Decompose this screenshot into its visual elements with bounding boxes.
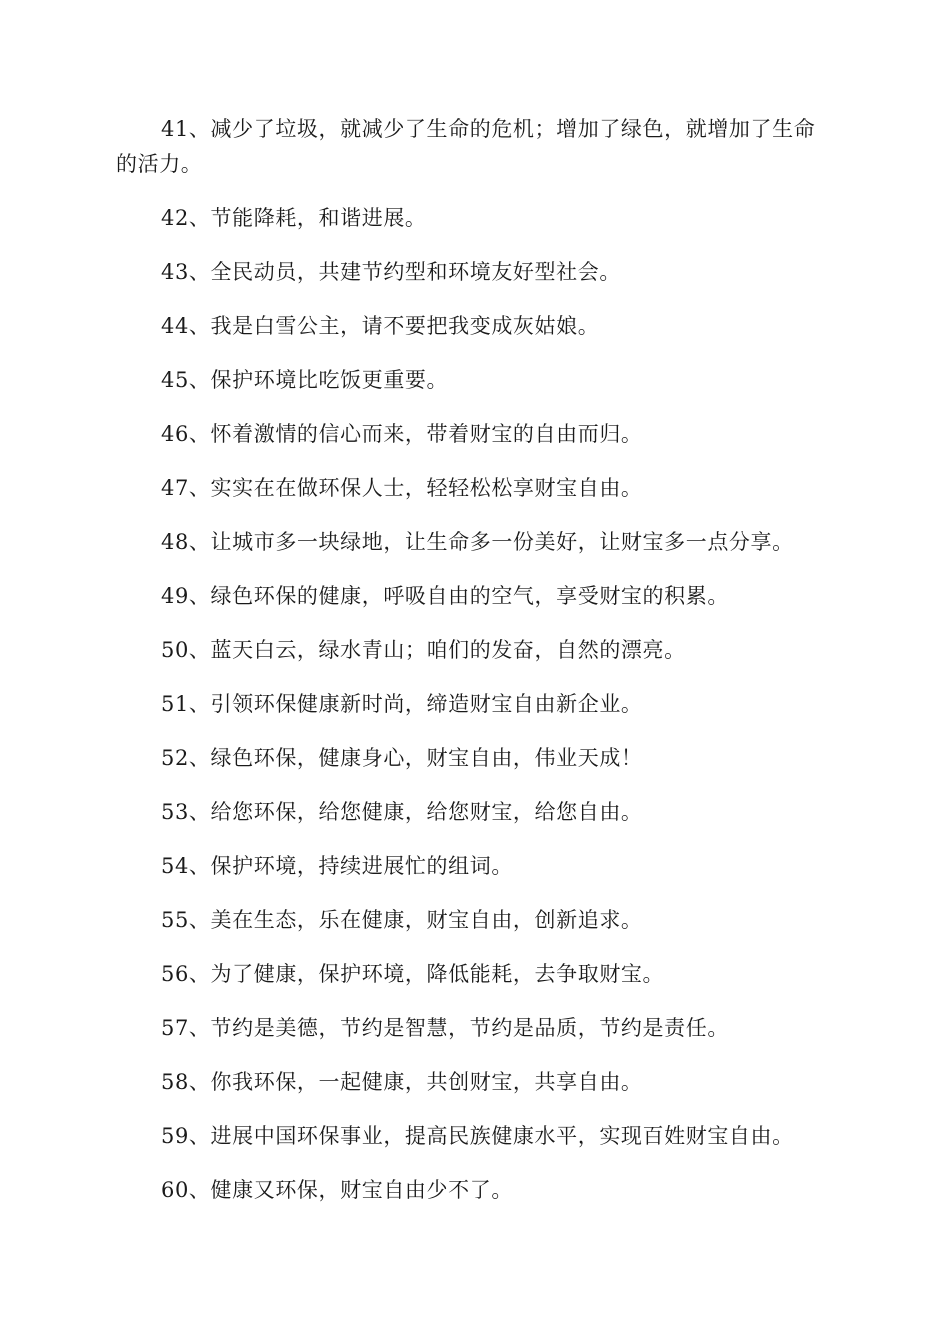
paragraph-58: 58、你我环保，一起健康，共创财宝，共享自由。 (161, 1070, 643, 1094)
paragraph-53: 53、给您环保，给您健康，给您财宝，给您自由。 (161, 800, 643, 824)
paragraph-56: 56、为了健康，保护环境，降低能耗，去争取财宝。 (161, 962, 665, 986)
paragraph-50: 50、蓝天白云，绿水青山；咱们的发奋，自然的漂亮。 (161, 638, 686, 662)
paragraph-55: 55、美在生态，乐在健康，财宝自由，创新追求。 (161, 908, 643, 932)
paragraph-60: 60、健康又环保，财宝自由少不了。 (161, 1178, 513, 1202)
document-body (116, 112, 836, 1227)
paragraph-59: 59、进展中国环保事业，提高民族健康水平，实现百姓财宝自由。 (161, 1124, 794, 1148)
paragraph-51: 51、引领环保健康新时尚，缔造财宝自由新企业。 (161, 692, 643, 716)
paragraph-43: 43、全民动员，共建节约型和环境友好型社会。 (161, 260, 621, 284)
paragraph-44: 44、我是白雪公主，请不要把我变成灰姑娘。 (161, 314, 600, 338)
paragraph-45: 45、保护环境比吃饭更重要。 (161, 368, 449, 392)
paragraph-42: 42、节能降耗，和谐进展。 (161, 206, 427, 230)
paragraph-46: 46、怀着激情的信心而来，带着财宝的自由而归。 (161, 422, 643, 446)
paragraph-54: 54、保护环境，持续进展忙的组词。 (161, 854, 513, 878)
paragraph-57: 57、节约是美德，节约是智慧，节约是品质，节约是责任。 (161, 1016, 729, 1040)
paragraph-49: 49、绿色环保的健康，呼吸自由的空气，享受财宝的积累。 (161, 584, 729, 608)
paragraph-47: 47、实实在在做环保人士，轻轻松松享财宝自由。 (161, 476, 643, 500)
paragraph-52: 52、绿色环保，健康身心，财宝自由，伟业天成！ (161, 746, 643, 770)
paragraph-48: 48、让城市多一块绿地，让生命多一份美好，让财宝多一点分享。 (161, 530, 794, 554)
paragraph-41: 41、减少了垃圾，就减少了生命的危机；增加了绿色，就增加了生命的活力。 (116, 117, 816, 176)
